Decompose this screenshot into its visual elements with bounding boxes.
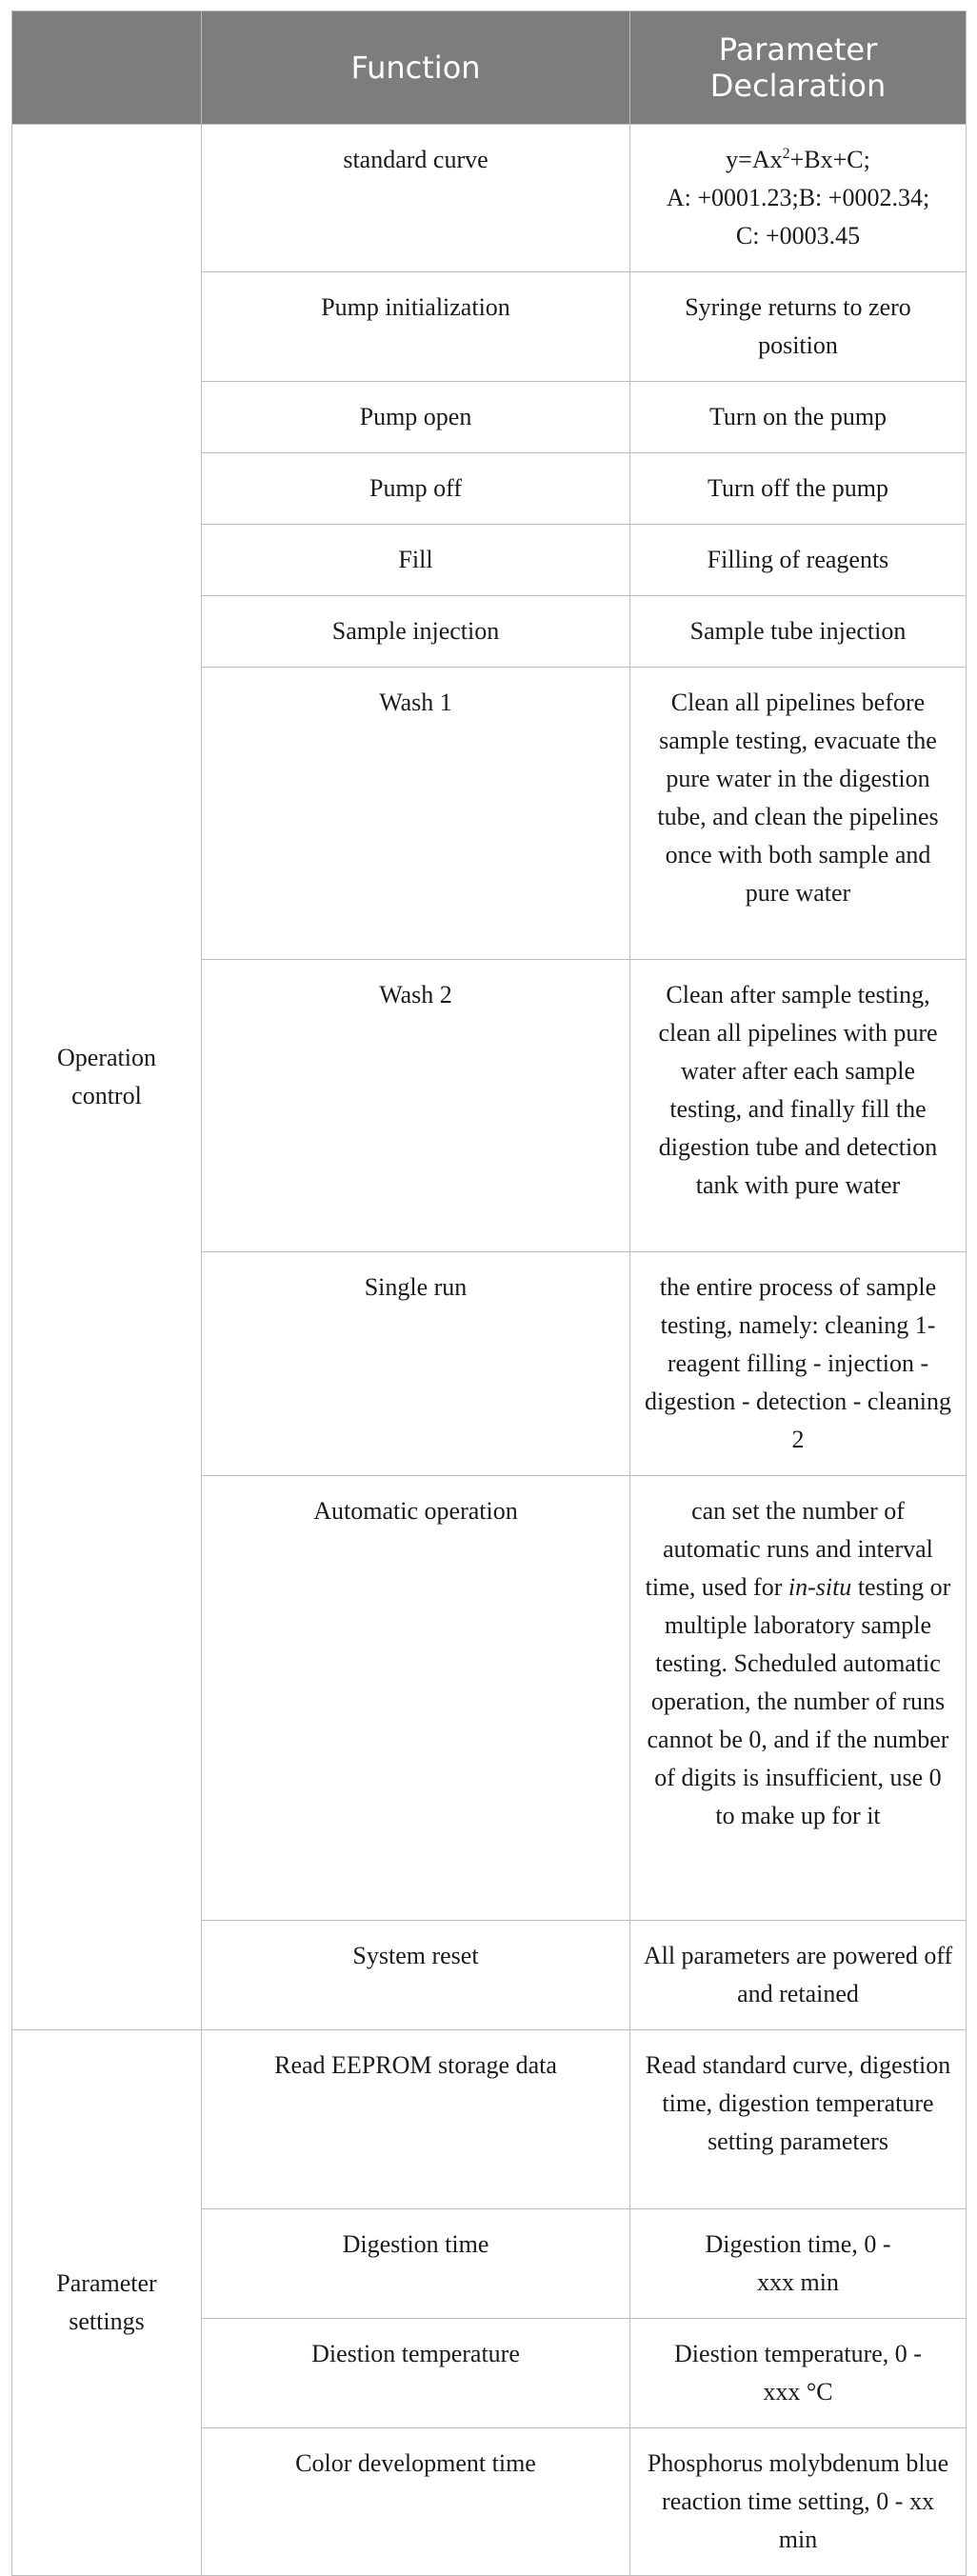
parameter-cell: Clean after sample testing, clean all pipelines with pure water after each sample testing, and finally fill the digestion tube and detection tank with pure water	[630, 960, 967, 1252]
header-row	[12, 11, 967, 125]
parameter-cell: Syringe returns to zero position	[630, 272, 967, 382]
parameter-cell: Turn on the pump	[630, 382, 967, 453]
function-cell: Pump open	[202, 382, 630, 453]
parameter-cell	[630, 125, 967, 272]
parameter-cell: Digestion time, 0 - xxx min	[630, 2209, 967, 2319]
automatic-operation-text-part2: testing or multiple laboratory sample testing. Scheduled automatic operation, the number of runs cannot be 0, and if the number of digits is insufficient, use 0 to make up for it	[647, 1573, 951, 1829]
parameter-cell: Diestion temperature, 0 - xxx °C	[630, 2319, 967, 2428]
function-cell: Digestion time	[202, 2209, 630, 2319]
function-cell: Diestion temperature	[202, 2319, 630, 2428]
function-cell: Pump off	[202, 453, 630, 525]
function-cell: Color development time	[202, 2428, 630, 2576]
function-cell: standard curve	[202, 125, 630, 272]
table-container	[11, 10, 966, 2576]
function-cell: Automatic operation	[202, 1476, 630, 1921]
parameter-cell: Filling of reagents	[630, 525, 967, 596]
function-cell: Wash 2	[202, 960, 630, 1252]
parameter-cell	[630, 1476, 967, 1921]
function-cell: Wash 1	[202, 668, 630, 960]
header-blank	[12, 11, 202, 125]
group-label-operation-control: Operation control	[12, 125, 202, 2030]
function-parameter-table	[11, 10, 967, 2576]
standard-curve-coefficient-c: C: +0003.45	[735, 222, 861, 250]
function-cell: Sample injection	[202, 596, 630, 668]
function-cell: Single run	[202, 1252, 630, 1476]
parameter-cell: Clean all pipelines before sample testing, evacuate the pure water in the digestion tube, and clean the pipelines once with both sample and pure water	[630, 668, 967, 960]
function-cell: Read EEPROM storage data	[202, 2030, 630, 2209]
automatic-operation-text-part1: can set the number of automatic runs and interval time, used for	[645, 1497, 933, 1601]
group-label-parameter-settings: Parameter settings	[12, 2030, 202, 2576]
standard-curve-equation-a: y=Ax	[726, 146, 783, 173]
parameter-cell: the entire process of sample testing, namely: cleaning 1- reagent filling - injection - digestion - detection - cleaning 2	[630, 1252, 967, 1476]
header-parameter-declaration: Parameter Declaration	[630, 11, 967, 125]
header-function: Function	[202, 11, 630, 125]
function-cell: Pump initialization	[202, 272, 630, 382]
parameter-cell: Sample tube injection	[630, 596, 967, 668]
exponent: 2	[782, 146, 790, 162]
parameter-cell: Turn off the pump	[630, 453, 967, 525]
table-row	[12, 125, 967, 272]
parameter-cell: All parameters are powered off and retained	[630, 1921, 967, 2030]
table-row	[12, 2030, 967, 2209]
parameter-cell: Read standard curve, digestion time, digestion temperature setting parameters	[630, 2030, 967, 2209]
parameter-cell: Phosphorus molybdenum blue reaction time setting, 0 - xx min	[630, 2428, 967, 2576]
function-cell: Fill	[202, 525, 630, 596]
standard-curve-equation-b: +Bx+C;	[789, 146, 870, 173]
function-cell: System reset	[202, 1921, 630, 2030]
automatic-operation-text-italic: in-situ	[788, 1573, 852, 1601]
standard-curve-coefficients-ab: A: +0001.23;B: +0002.34;	[666, 184, 930, 211]
